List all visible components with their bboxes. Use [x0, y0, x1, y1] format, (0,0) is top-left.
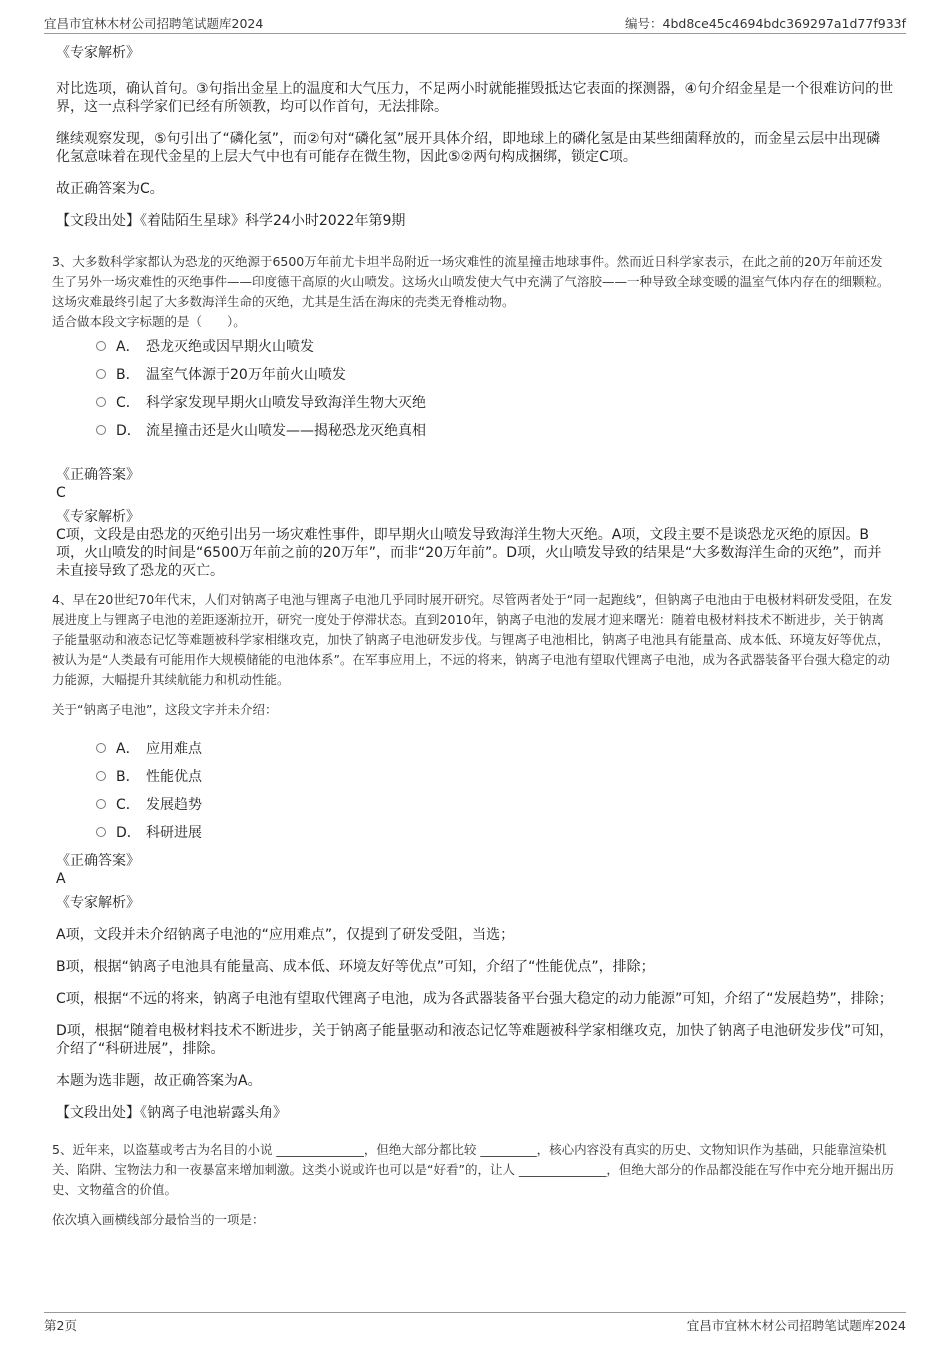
page-number: 第2页	[44, 1318, 77, 1333]
q4-question: 关于“钠离子电池”，这段文字并未介绍：	[52, 702, 278, 717]
q4-option-c-text: 发展趋势	[146, 797, 202, 813]
q4-options	[96, 734, 894, 846]
question-5	[52, 1140, 894, 1230]
q3-option-d[interactable]: D． 流星撞击还是火山喷发——揭秘恐龙灭绝真相	[96, 416, 894, 444]
header-doc-title: 宜昌市宜林木材公司招聘笔试题库2024	[44, 16, 264, 31]
q4-option-c[interactable]: C． 发展趋势	[96, 790, 894, 818]
q4-answer-label: 《正确答案》	[56, 853, 140, 869]
header-doc-id: 编号：4bd8ce45c4694bdc369297a1d77f933f	[625, 16, 906, 31]
question-3	[52, 252, 894, 332]
radio-icon[interactable]	[96, 743, 106, 753]
q4-source: 【文段出处】《钠离子电池崭露头角》	[56, 1105, 287, 1121]
q5-question: 依次填入画横线部分最恰当的一项是：	[52, 1212, 265, 1227]
q4-analysis-d: D项，根据“随着电极材料技术不断进步，关于钠离子能量驱动和液态记忆等难题被科学家相继攻克，加快了钠离子电池研发步伐”可知，介绍了“科研进展”，排除。	[56, 1023, 894, 1057]
q2-conclusion: 故正确答案为C。	[56, 181, 164, 197]
q3-option-b[interactable]: B． 温室气体源于20万年前火山喷发	[96, 360, 894, 388]
q4-option-b-text: 性能优点	[146, 769, 202, 785]
page-footer	[44, 1316, 906, 1334]
q3-analysis: C项，文段是由恐龙的灭绝引出另一场灾难性事件，即早期火山喷发导致海洋生物大灭绝。A项，文段主要不是谈恐龙灭绝的原因。B项，火山喷发的时间是“6500万年前之前的20万年”，而非“20万年前”。D项，火山喷发导致的结果是“大多数海洋生命的灭绝”，而并未直接导致了恐龙的灭亡。	[56, 527, 882, 579]
q4-option-a-text: 应用难点	[146, 741, 202, 757]
q2-analysis-para1: 对比选项，确认首句。③句指出金星上的温度和大气压力，不足两小时就能摧毁抵达它表面的探测器，④句介绍金星是一个很难访问的世界，这一点科学家们已经有所领教，均可以作首句，无法排除。	[56, 81, 894, 115]
q2-source: 【文段出处】《着陆陌生星球》科学24小时2022年第9期	[56, 213, 406, 229]
footer-divider	[44, 1312, 906, 1313]
q4-analysis-b: B项，根据“钠离子电池具有能量高、成本低、环境友好等优点”可知，介绍了“性能优点”，排除；	[56, 959, 655, 975]
q4-stem: 4、早在20世纪70年代末，人们对钠离子电池与锂离子电池几乎同时展开研究。尽管两者处于“同一起跑线”，但钠离子电池由于电极材料研发受阻，在发展进度上与锂离子电池的差距逐渐拉开，研究一度处于停滞状态。直到2010年，钠离子电池的发展才迎来曙光：随着电极材料技术不断进步，关于钠离子能量驱动和液态记忆等难题被科学家相继攻克，加快了钠离子电池研发步伐。与锂离子电池相比，钠离子电池具有能量高、成本低、环境友好等优点，被认为是“人类最有可能用作大规模储能的电池体系”。在军事应用上，不远的将来，钠离子电池有望取代锂离子电池，成为各武器装备平台强大稳定的动力能源，大幅提升其续航能力和机动性能。	[52, 592, 893, 687]
q3-expert-label: 《专家解析》	[56, 509, 140, 525]
q4-expert-label: 《专家解析》	[56, 895, 140, 911]
page-content	[52, 44, 894, 1230]
q3-options	[96, 332, 894, 444]
radio-icon[interactable]	[96, 799, 106, 809]
q3-option-c[interactable]: C． 科学家发现早期火山喷发导致海洋生物大灭绝	[96, 388, 894, 416]
q3-option-a-text: 恐龙灭绝或因早期火山喷发	[146, 339, 314, 355]
q4-option-a[interactable]: A． 应用难点	[96, 734, 894, 762]
radio-icon[interactable]	[96, 397, 106, 407]
q2-expert-label: 《专家解析》	[56, 45, 140, 61]
q3-stem: 3、大多数科学家都认为恐龙的灭绝源于6500万年前尤卡坦半岛附近一场灾难性的流星撞击地球事件。然而近日科学家表示，在此之前的20万年前还发生了另外一场灾难性的灭绝事件——印度德干高原的火山喷发。这场火山喷发使大气中充满了气溶胶——一种导致全球变暖的温室气体内存在的细颗粒。这场灾难最终引起了大多数海洋生命的灭绝，尤其是生活在海床的壳类无脊椎动物。	[52, 254, 890, 309]
q4-analysis-a: A项，文段并未介绍钠离子电池的“应用难点”，仅提到了研发受阻，当选；	[56, 927, 515, 943]
q3-option-a[interactable]: A． 恐龙灭绝或因早期火山喷发	[96, 332, 894, 360]
header-divider	[44, 33, 906, 34]
q4-conclusion: 本题为选非题，故正确答案为A。	[56, 1073, 262, 1089]
q3-answer: C	[56, 485, 66, 501]
q3-question: 适合做本段文字标题的是（ ）。	[52, 314, 246, 329]
q2-analysis-para2: 继续观察发现，⑤句引出了“磷化氢”，而②句对“磷化氢”展开具体介绍，即地球上的磷化氢是由某些细菌释放的，而金星云层中出现磷化氢意味着在现代金星的上层大气中也有可能存在微生物，因此⑤②两句构成捆绑，锁定C项。	[56, 131, 881, 165]
q4-option-b[interactable]: B． 性能优点	[96, 762, 894, 790]
radio-icon[interactable]	[96, 425, 106, 435]
q4-option-d[interactable]: D． 科研进展	[96, 818, 894, 846]
q4-answer: A	[56, 871, 66, 887]
question-4	[52, 590, 894, 720]
q4-analysis-c: C项，根据“不远的将来，钠离子电池有望取代锂离子电池，成为各武器装备平台强大稳定的动力能源”可知，介绍了“发展趋势”，排除；	[56, 991, 893, 1007]
q3-option-c-text: 科学家发现早期火山喷发导致海洋生物大灭绝	[146, 395, 426, 411]
q3-option-b-text: 温室气体源于20万年前火山喷发	[146, 367, 346, 383]
radio-icon[interactable]	[96, 369, 106, 379]
radio-icon[interactable]	[96, 827, 106, 837]
page-header	[44, 14, 906, 32]
q3-option-d-text: 流星撞击还是火山喷发——揭秘恐龙灭绝真相	[146, 423, 426, 439]
q4-option-d-text: 科研进展	[146, 825, 202, 841]
footer-doc-title: 宜昌市宜林木材公司招聘笔试题库2024	[686, 1318, 906, 1333]
radio-icon[interactable]	[96, 771, 106, 781]
q3-answer-label: 《正确答案》	[56, 467, 140, 483]
radio-icon[interactable]	[96, 341, 106, 351]
q5-stem: 5、近年来，以盗墓或考古为名目的小说 ______________，但绝大部分都比较 _________，核心内容没有真实的历史、文物知识作为基础，只能靠渲染机关、陷阱、宝物法力和一夜暴富来增加刺激。这类小说或许也可以是“好看”的，让人 ______________，但绝大部分的作品都没能在写作中充分地开掘出历史、文物蕴含的价值。	[52, 1142, 894, 1197]
